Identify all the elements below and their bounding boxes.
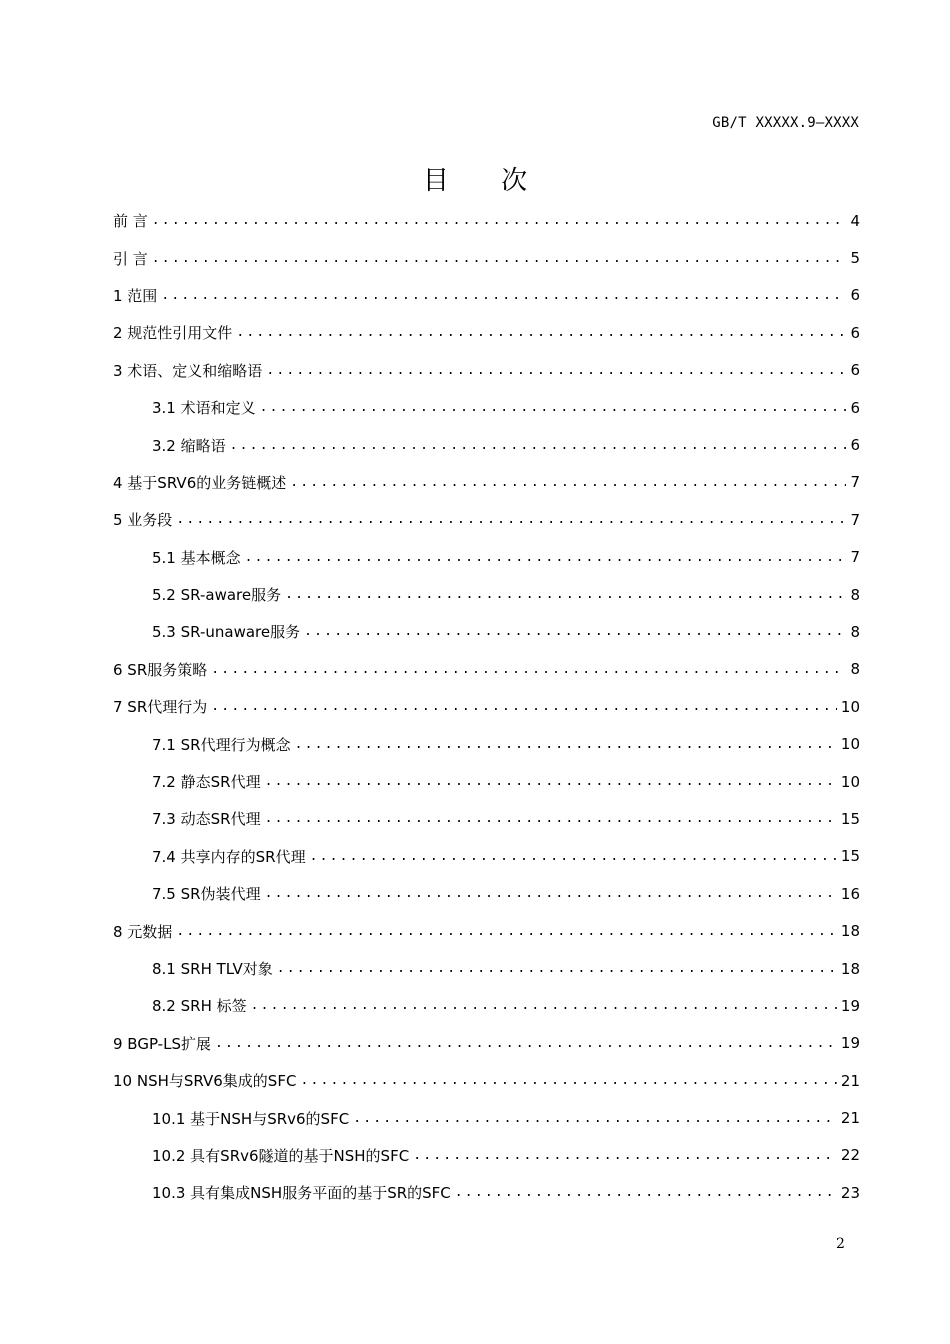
toc-leader-dots [176,512,846,527]
toc-leader-dots [236,325,846,340]
toc-entry-label: 5.3 SR-unaware服务 [152,623,301,642]
toc-leader-dots [455,1185,837,1200]
table-of-contents [113,202,860,1212]
toc-entry-label: 4 基于SRV6的业务链概述 [113,473,287,492]
toc-entry-page: 6 [850,323,860,342]
toc-entry-page: 4 [850,211,860,230]
toc-entry-label: 2 规范性引用文件 [113,324,233,343]
toc-entry[interactable] [113,314,860,351]
toc-leader-dots [161,288,846,303]
toc-entry-page: 6 [850,286,860,305]
toc-entry[interactable] [113,838,860,875]
toc-leader-dots [304,624,846,639]
toc-entry-page: 19 [840,996,860,1015]
toc-leader-dots [285,587,846,602]
toc-leader-dots [300,1073,836,1088]
toc-entry-page: 7 [850,473,860,492]
toc-entry[interactable] [113,1025,860,1062]
toc-entry-label: 5.2 SR-aware服务 [152,586,282,605]
toc-entry-label: 6 SR服务策略 [113,660,208,679]
toc-leader-dots [211,662,846,677]
toc-entry-page: 7 [850,548,860,567]
toc-leader-dots [230,438,846,453]
toc-entry-page: 8 [850,660,860,679]
toc-entry[interactable] [113,539,860,576]
toc-leader-dots [245,550,846,565]
toc-entry[interactable] [113,987,860,1024]
toc-entry[interactable] [113,912,860,949]
toc-entry-label: 5 业务段 [113,511,173,530]
toc-entry[interactable] [113,202,860,239]
toc-entry-page: 6 [850,436,860,455]
toc-leader-dots [353,1111,837,1126]
toc-entry-page: 6 [850,398,860,417]
toc-entry[interactable] [113,1062,860,1099]
toc-entry-page: 10 [840,772,860,791]
toc-entry-label: 3.1 术语和定义 [152,399,256,418]
toc-entry[interactable] [113,464,860,501]
toc-leader-dots [215,1036,837,1051]
toc-entry-page: 21 [840,1109,860,1128]
toc-entry-page: 18 [840,959,860,978]
toc-entry-label: 7.2 静态SR代理 [152,773,261,792]
toc-leader-dots [413,1148,837,1163]
toc-entry[interactable] [113,950,860,987]
toc-entry-page: 19 [840,1034,860,1053]
toc-entry[interactable] [113,389,860,426]
toc-entry-page: 5 [850,249,860,268]
toc-leader-dots [290,475,846,490]
toc-leader-dots [310,849,837,864]
toc-entry-label: 8.1 SRH TLV对象 [152,960,273,978]
toc-entry-page: 10 [840,735,860,754]
toc-leader-dots [251,998,837,1013]
toc-entry-page: 18 [840,922,860,941]
toc-entry-page: 21 [840,1071,860,1090]
toc-entry-label: 3 术语、定义和缩略语 [113,361,263,380]
toc-entry-label: 1 范围 [113,286,158,305]
toc-entry-page: 8 [850,622,860,641]
toc-entry-label: 7.5 SR伪装代理 [152,885,261,904]
toc-entry[interactable] [113,613,860,650]
toc-entry-label: 7.1 SR代理行为概念 [152,735,291,754]
toc-entry-label: 7.3 动态SR代理 [152,810,261,829]
toc-entry[interactable] [113,1137,860,1174]
toc-entry[interactable] [113,426,860,463]
toc-leader-dots [211,699,837,714]
toc-entry-page: 7 [850,510,860,529]
toc-entry[interactable] [113,688,860,725]
toc-title: 目 次 [422,166,550,196]
toc-entry[interactable] [113,725,860,762]
toc-entry[interactable] [113,763,860,800]
toc-entry-label: 7 SR代理行为 [113,698,208,717]
toc-entry-page: 10 [840,697,860,716]
toc-entry-label: 10.1 基于NSH与SRv6的SFC [152,1109,350,1128]
toc-entry[interactable] [113,1099,860,1136]
toc-leader-dots [260,400,846,415]
toc-entry-label: 10 NSH与SRV6集成的SFC [113,1072,297,1091]
toc-leader-dots [176,924,837,939]
toc-entry[interactable] [113,277,860,314]
page-number: 2 [836,1236,845,1252]
toc-entry[interactable] [113,875,860,912]
toc-leader-dots [265,774,837,789]
toc-entry[interactable] [113,501,860,538]
toc-leader-dots [265,811,837,826]
toc-leader-dots [266,363,846,378]
toc-entry-label: 5.1 基本概念 [152,548,241,567]
toc-entry[interactable] [113,576,860,613]
toc-entry-page: 23 [840,1183,860,1202]
toc-entry-label: 前 言 [113,212,148,231]
toc-entry[interactable] [113,651,860,688]
toc-entry-page: 8 [850,585,860,604]
toc-entry-label: 8 元数据 [113,922,173,941]
toc-entry[interactable] [113,239,860,276]
toc-entry-label: 7.4 共享内存的SR代理 [152,847,306,866]
toc-entry-label: 10.3 具有集成NSH服务平面的基于SR的SFC [152,1184,451,1203]
toc-entry-page: 15 [840,847,860,866]
toc-entry-label: 引 言 [113,249,148,268]
toc-entry[interactable] [113,800,860,837]
toc-entry[interactable] [113,352,860,389]
toc-leader-dots [152,213,846,228]
toc-entry-page: 15 [840,809,860,828]
toc-entry[interactable] [113,1174,860,1211]
toc-entry-label: 8.2 SRH 标签 [152,997,247,1016]
toc-entry-page: 6 [850,361,860,380]
toc-entry-page: 16 [840,884,860,903]
toc-leader-dots [265,886,837,901]
toc-entry-label: 10.2 具有SRv6隧道的基于NSH的SFC [152,1146,410,1165]
toc-entry-page: 22 [840,1146,860,1165]
toc-leader-dots [152,251,846,266]
toc-leader-dots [277,961,837,976]
toc-entry-label: 3.2 缩略语 [152,436,226,455]
toc-entry-label: 9 BGP-LS扩展 [113,1034,211,1053]
toc-leader-dots [295,737,837,752]
standard-code: GB/T XXXXX.9—XXXX [712,115,859,131]
